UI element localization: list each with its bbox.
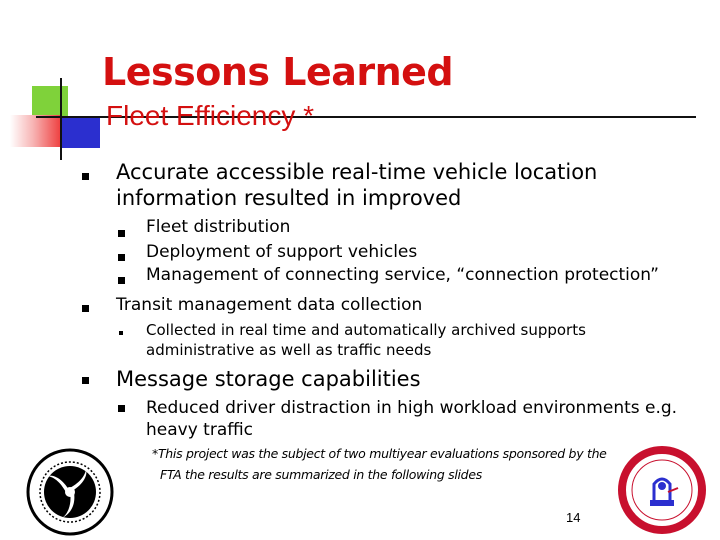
slide-subtitle: Fleet Efficiency * <box>106 100 315 131</box>
sub-item-management: Management of connecting service, “connection protection” <box>146 265 659 285</box>
sub-bullet-marker <box>118 254 125 261</box>
bullet-3-text: Message storage capabilities <box>116 367 421 391</box>
sub-item-fleet-distribution: Fleet distribution <box>146 217 291 237</box>
bullet-1-line-1: Accurate accessible real-time vehicle location <box>116 160 598 184</box>
decor-blue-square <box>60 118 100 148</box>
sub-bullet-marker <box>118 277 125 284</box>
sub-bullet-marker <box>118 405 125 412</box>
sub-bullet-marker <box>119 331 123 335</box>
page-number: 14 <box>566 510 581 525</box>
bullet-2-text: Transit management data collection <box>116 295 423 315</box>
sub-item-deployment: Deployment of support vehicles <box>146 242 418 262</box>
bullet-marker <box>82 377 89 384</box>
sub-bullet-marker <box>118 230 125 237</box>
decor-red-square <box>10 115 62 147</box>
bullet-marker <box>82 305 89 312</box>
bullet-3-sub-line-2: heavy traffic <box>146 420 254 440</box>
footnote-line-1: *This project was the subject of two multiyear evaluations sponsored by the <box>152 446 607 461</box>
bullet-marker <box>82 173 89 180</box>
volpe-center-seal-logo <box>616 444 708 536</box>
bullet-2-sub-line-1: Collected in real time and automatically archived supports <box>146 321 586 339</box>
decor-vertical-line <box>60 78 62 160</box>
footnote-line-2: FTA the results are summarized in the following slides <box>160 467 482 482</box>
bullet-2-sub-line-2: administrative as well as traffic needs <box>146 341 432 359</box>
bullet-1-line-2: information resulted in improved <box>116 186 462 210</box>
us-dot-seal-logo <box>24 446 116 538</box>
slide-title: Lessons Learned <box>102 50 454 94</box>
bullet-3-sub-line-1: Reduced driver distraction in high workload environments e.g. <box>146 398 678 418</box>
